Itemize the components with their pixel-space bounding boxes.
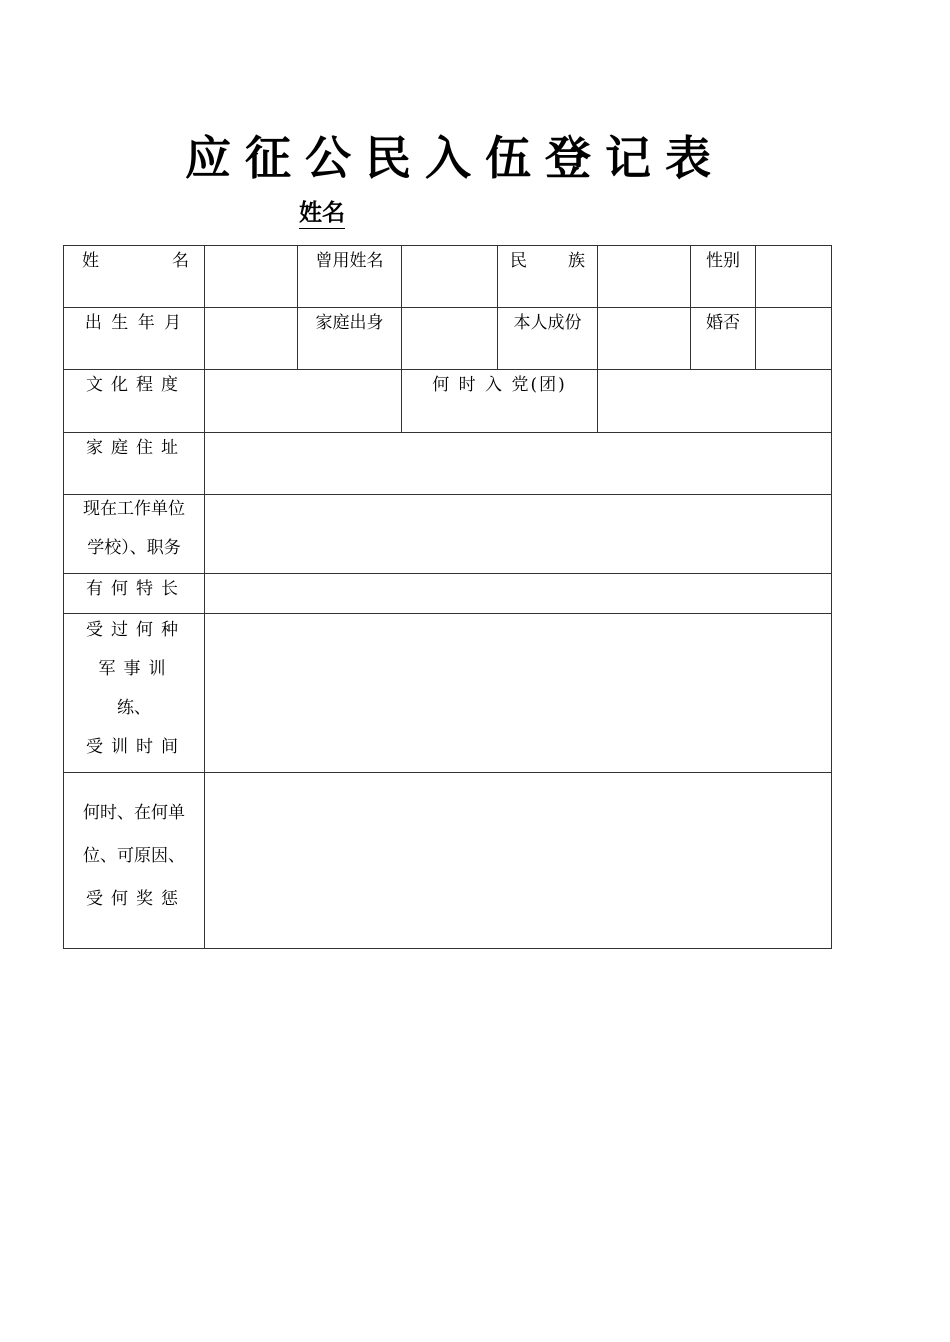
label-marital: 婚否	[706, 313, 740, 333]
label-gender-cell	[691, 246, 756, 308]
row-military-training	[64, 614, 832, 773]
input-birth[interactable]	[205, 308, 298, 370]
label-awards-line1: 何时、在何单	[83, 803, 185, 823]
input-awards[interactable]	[205, 773, 832, 949]
label-education-cell	[64, 370, 205, 433]
label-ethnic-left: 民	[510, 251, 527, 271]
input-gender[interactable]	[756, 246, 832, 308]
label-awards	[64, 773, 204, 928]
input-ethnic[interactable]	[598, 246, 691, 308]
label-personal-status: 本人成份	[513, 313, 582, 333]
input-education[interactable]	[205, 370, 402, 433]
label-work-unit-cell	[64, 495, 205, 574]
row-education	[64, 370, 832, 433]
label-gender: 性别	[706, 251, 740, 271]
row-specialty	[64, 574, 832, 614]
input-name[interactable]	[205, 246, 298, 308]
row-address	[64, 433, 832, 495]
label-former-name-cell	[298, 246, 402, 308]
input-address[interactable]	[205, 433, 832, 495]
input-training[interactable]	[205, 614, 832, 773]
label-address-cell	[64, 433, 205, 495]
input-personal-status[interactable]	[598, 308, 691, 370]
label-former-name: 曾用姓名	[315, 251, 384, 271]
label-awards-cell	[64, 773, 205, 949]
label-work-unit-line1: 现在工作单位	[83, 499, 185, 519]
label-training-line3: 练、	[117, 698, 151, 718]
label-training-line1: 受过何种	[86, 620, 186, 640]
label-awards-line3: 受何奖惩	[86, 889, 186, 909]
input-former-name[interactable]	[402, 246, 498, 308]
name-heading: 姓名	[299, 198, 345, 229]
label-address: 家庭住址	[86, 438, 186, 458]
label-personal-status-cell	[498, 308, 598, 370]
label-name-right: 名	[172, 251, 189, 271]
input-specialty[interactable]	[205, 574, 832, 614]
input-party-join[interactable]	[598, 370, 832, 433]
label-family-origin: 家庭出身	[315, 313, 384, 333]
label-work-unit-line2: 学校）、职务	[87, 538, 181, 558]
row-basic-info	[64, 246, 832, 308]
label-birth: 出 生 年 月	[84, 313, 184, 333]
label-ethnic-cell	[498, 246, 598, 308]
label-specialty-cell	[64, 574, 205, 614]
label-name-left: 姓	[82, 251, 99, 271]
label-party-join: 何 时 入 党(团)	[432, 375, 567, 395]
input-work-unit[interactable]	[205, 495, 832, 574]
label-specialty: 有何特长	[86, 579, 186, 599]
row-work-unit	[64, 495, 832, 574]
label-marital-cell	[691, 308, 756, 370]
label-training	[64, 614, 204, 772]
registration-form-table	[63, 245, 832, 949]
input-marital[interactable]	[756, 308, 832, 370]
input-family-origin[interactable]	[402, 308, 498, 370]
label-family-origin-cell	[298, 308, 402, 370]
row-origin-info	[64, 308, 832, 370]
label-ethnic-right: 族	[568, 251, 585, 271]
label-work-unit	[64, 495, 204, 573]
row-awards	[64, 773, 832, 949]
label-training-line4: 受训时间	[86, 737, 186, 757]
label-education: 文化程度	[86, 375, 186, 395]
label-name-cell	[64, 246, 205, 308]
label-training-line2: 军事训	[98, 659, 174, 679]
page-title: 应征公民入伍登记表	[185, 131, 725, 185]
label-party-join-cell	[402, 370, 598, 433]
label-name	[64, 246, 204, 273]
label-ethnic	[498, 246, 597, 273]
label-birth-cell	[64, 308, 205, 370]
label-awards-line2: 位、可原因、	[83, 846, 185, 866]
label-training-cell	[64, 614, 205, 773]
